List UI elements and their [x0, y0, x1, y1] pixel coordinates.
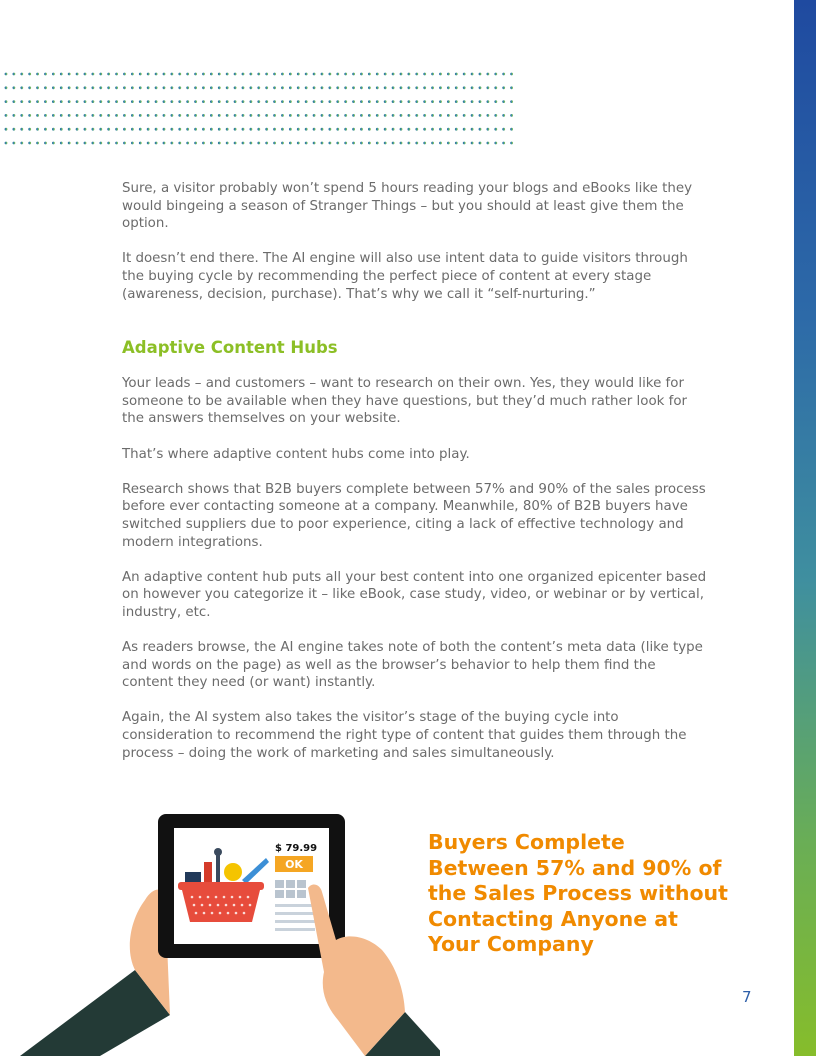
- price-label: $ 79.99: [275, 843, 318, 854]
- ok-label: OK: [285, 858, 303, 871]
- intro-paragraph-2: It doesn’t end there. The AI engine will also use intent data to guide visitors through the buying cycle by recommending the perfect piece of content at every stage (awareness, decision, purchase). That’s why we call it “self-nurturing.”: [122, 251, 688, 302]
- basket-rim: [178, 882, 264, 890]
- body-text: [122, 180, 707, 780]
- section-paragraph-4: An adaptive content hub puts all your best content into one organized epicenter based on however you categorize it – like eBook, case study, video, or webinar or by vertical, industry, etc.: [122, 569, 707, 620]
- tablet-shopping-illustration: [20, 800, 440, 1056]
- section-paragraph-3: Research shows that B2B buyers complete between 57% and 90% of the sales process before ever contacting someone at a company. Meanwhile, 80% of B2B buyers have switched suppliers due to poor experience, citing a lack of effective technology and modern integrations.: [122, 481, 706, 550]
- dotted-pattern-decoration: [0, 66, 520, 150]
- decorative-side-bar: [794, 0, 816, 1056]
- page-number: 7: [742, 988, 752, 1006]
- section-paragraph-5: As readers browse, the AI engine takes note of both the content’s meta data (like type and words on the page) as well as the browser’s behavior to help them find the content they need (or want) instantly.: [122, 640, 703, 691]
- intro-paragraph-1: Sure, a visitor probably won’t spend 5 hours reading your blogs and eBooks like they would bingeing a season of Stranger Things – but you should at least give them the option.: [122, 181, 692, 232]
- section-paragraph-6: Again, the AI system also takes the visitor’s stage of the buying cycle into consideration to recommend the right type of content that guides them through the process – doing the work of marketing and sales simultaneously.: [122, 710, 687, 761]
- callout-text: Buyers Complete Between 57% and 90% of the Sales Process without Contacting Anyone at Your Company: [428, 830, 728, 956]
- section-paragraph-1: Your leads – and customers – want to research on their own. Yes, they would like for someone to be available when they have questions, but they’d much rather look for the answers themselves on your website.: [122, 376, 688, 427]
- section-paragraph-2: That’s where adaptive content hubs come into play.: [122, 446, 470, 462]
- section-heading: Adaptive Content Hubs: [122, 338, 338, 358]
